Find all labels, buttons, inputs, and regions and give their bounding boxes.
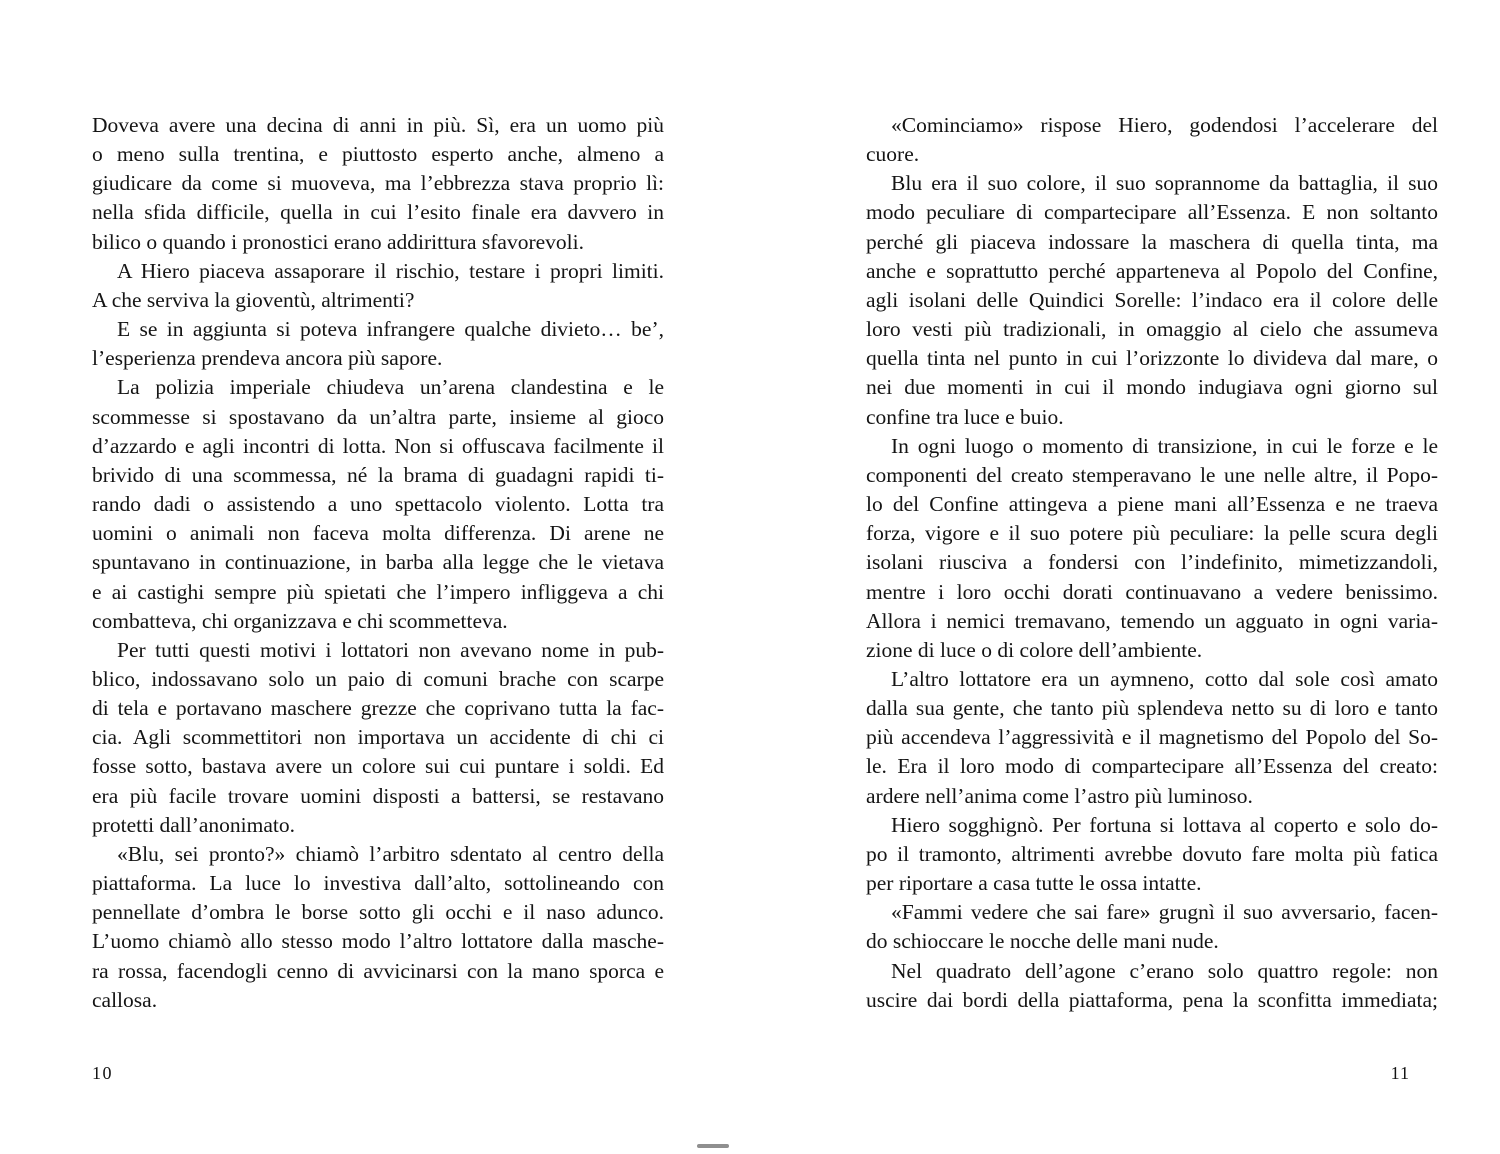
text-line: Allora i nemici tremavano, temendo un agguato in ogni varia- bbox=[866, 608, 1438, 633]
text-line: fosse sotto, bastava avere un colore sui cui puntare i soldi. Ed bbox=[92, 754, 664, 779]
text-line: agli isolani delle Quindici Sorelle: l’indaco era il colore delle bbox=[866, 287, 1438, 312]
text-line: isolani riusciva a fondersi con l’indefinito, mimetizzandoli, bbox=[866, 550, 1438, 575]
text-line: ardere nell’anima come l’astro più luminoso. bbox=[866, 783, 1253, 808]
text-line: zione di luce o di colore dell’ambiente. bbox=[866, 637, 1203, 662]
text-line: A Hiero piaceva assaporare il rischio, testare i propri limiti. bbox=[117, 258, 664, 283]
text-line: cuore. bbox=[866, 142, 920, 167]
text-line: più accendeva l’aggressività e il magnetismo del Popolo del So- bbox=[866, 725, 1438, 750]
page-number-left: 10 bbox=[92, 1063, 113, 1083]
text-line: La polizia imperiale chiudeva un’arena clandestina e le bbox=[117, 375, 664, 400]
text-line: combatteva, chi organizzava e chi scommetteva. bbox=[92, 608, 508, 633]
text-line: A che serviva la gioventù, altrimenti? bbox=[92, 287, 415, 312]
text-line: anche e soprattutto perché apparteneva al Popolo del Confine, bbox=[866, 258, 1438, 283]
text-line: lo del Confine attingeva a piene mani all’Essenza e ne traeva bbox=[866, 492, 1438, 517]
text-line: Hiero sogghignò. Per fortuna si lottava al coperto e solo do- bbox=[891, 812, 1438, 837]
text-line: perché gli piaceva indossare la maschera di quella tinta, ma bbox=[866, 229, 1438, 254]
text-line: mentre i loro occhi dorati continuavano a vedere benissimo. bbox=[866, 579, 1438, 604]
text-line: blico, indossavano solo un paio di comuni brache con scarpe bbox=[92, 666, 664, 691]
text-line: callosa. bbox=[92, 987, 158, 1012]
text-line: uomini o animali non faceva molta differenza. Di arene ne bbox=[92, 521, 664, 546]
text-line: bilico o quando i pronostici erano addirittura sfavorevoli. bbox=[92, 229, 584, 254]
text-line: d’azzardo e agli incontri di lotta. Non si offuscava facilmente il bbox=[92, 433, 664, 458]
scrollbar-thumb[interactable] bbox=[697, 1144, 729, 1148]
text-line: quella tinta nel punto in cui l’orizzonte lo divideva dal mare, o bbox=[866, 346, 1438, 371]
text-line: protetti dall’anonimato. bbox=[92, 812, 296, 837]
text-line: giudicare da come si muoveva, ma l’ebbrezza stava proprio lì: bbox=[92, 171, 664, 196]
text-line: l’esperienza prendeva ancora più sapore. bbox=[92, 346, 443, 371]
text-line: per riportare a casa tutte le ossa intatte. bbox=[866, 871, 1202, 896]
page-right-text bbox=[866, 111, 1438, 1015]
text-line: do schioccare le nocche delle mani nude. bbox=[866, 929, 1219, 954]
text-line: le. Era il loro modo di compartecipare all’Essenza del creato: bbox=[866, 754, 1438, 779]
text-line: «Blu, sei pronto?» chiamò l’arbitro sdentato al centro della bbox=[117, 841, 664, 866]
text-line: cia. Agli scommettitori non importava un accidente di chi ci bbox=[92, 725, 664, 750]
text-line: componenti del creato stemperavano le une nelle altre, il Popo- bbox=[866, 462, 1438, 487]
page-number-right: 11 bbox=[1390, 1063, 1410, 1083]
text-line: confine tra luce e buio. bbox=[866, 404, 1064, 429]
text-line: Blu era il suo colore, il suo soprannome da battaglia, il suo bbox=[891, 171, 1438, 196]
text-line: e ai castighi sempre più spietati che l’impero infliggeva a chi bbox=[92, 579, 664, 604]
text-line: uscire dai bordi della piattaforma, pena la sconfitta immediata; bbox=[866, 987, 1438, 1012]
text-line: In ogni luogo o momento di transizione, in cui le forze e le bbox=[891, 433, 1438, 458]
text-line: di tela e portavano maschere grezze che coprivano tutta la fac- bbox=[92, 696, 664, 721]
text-line: forza, vigore e il suo potere più peculiare: la pelle scura degli bbox=[866, 521, 1438, 546]
text-line: loro vesti più tradizionali, in omaggio al cielo che assumeva bbox=[866, 317, 1438, 342]
text-line: rando dadi o assistendo a uno spettacolo violento. Lotta tra bbox=[92, 492, 664, 517]
text-line: modo peculiare di compartecipare all’Essenza. E non soltanto bbox=[866, 200, 1438, 225]
text-line: scommesse si spostavano da un’altra parte, insieme al gioco bbox=[92, 404, 664, 429]
text-line: o meno sulla trentina, e piuttosto esperto anche, almeno a bbox=[92, 142, 664, 167]
text-line: dalla sua gente, che tanto più splendeva netto su di loro e tanto bbox=[866, 696, 1438, 721]
text-line: «Cominciamo» rispose Hiero, godendosi l’accelerare del bbox=[891, 113, 1438, 137]
text-line: po il tramonto, altrimenti avrebbe dovuto fare molta più fatica bbox=[866, 841, 1438, 866]
text-line: ra rossa, facendogli cenno di avvicinarsi con la mano sporca e bbox=[92, 958, 664, 983]
text-line: L’altro lottatore era un aymneno, cotto dal sole così amato bbox=[891, 666, 1438, 691]
text-line: piattaforma. La luce lo investiva dall’alto, sottolineando con bbox=[92, 871, 664, 896]
text-line: nei due momenti in cui il mondo indugiava ogni giorno sul bbox=[866, 375, 1438, 400]
text-line: L’uomo chiamò allo stesso modo l’altro lottatore dalla masche- bbox=[92, 929, 664, 954]
text-line: Per tutti questi motivi i lottatori non avevano nome in pub- bbox=[117, 637, 664, 662]
text-line: nella sfida difficile, quella in cui l’esito finale era davvero in bbox=[92, 200, 664, 225]
page-left-text bbox=[92, 111, 664, 1015]
text-line: pennellate d’ombra le borse sotto gli occhi e il naso adunco. bbox=[92, 900, 664, 925]
text-line: E se in aggiunta si poteva infrangere qualche divieto… be’, bbox=[117, 317, 664, 342]
text-line: spuntavano in continuazione, in barba alla legge che le vietava bbox=[92, 550, 664, 575]
text-line: Nel quadrato dell’agone c’erano solo quattro regole: non bbox=[891, 958, 1438, 983]
text-line: «Fammi vedere che sai fare» grugnì il suo avversario, facen- bbox=[891, 900, 1438, 925]
text-line: Doveva avere una decina di anni in più. Sì, era un uomo più bbox=[92, 113, 664, 137]
text-line: era più facile trovare uomini disposti a battersi, se restavano bbox=[92, 783, 664, 808]
text-line: brivido di una scommessa, né la brama di guadagni rapidi ti- bbox=[92, 462, 664, 487]
